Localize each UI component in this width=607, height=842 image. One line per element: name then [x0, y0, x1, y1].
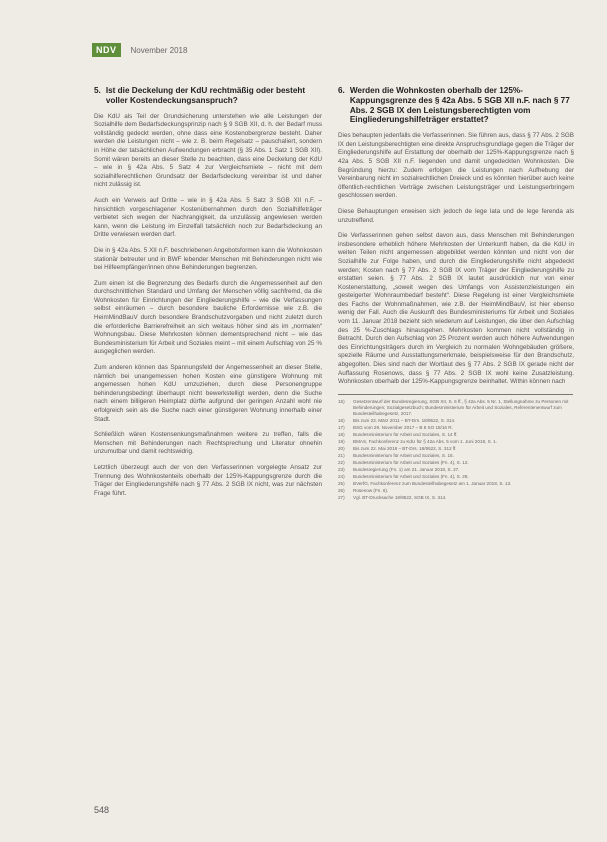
footnote: 19) BMAS, Fachkonferenz zu KdU für § 42a Abs. 5 vom 1. Juni 2018, S. 1.: [338, 439, 498, 445]
footnote: 15) Gesetzentwurf der Bundesregierung, SGB XII, S. 6 ff., § 42a Abs. 5 Nr. 1, Stellungnahme zu Personen mit Behinderungen; Sozialgesetzbuch; Bundesministerium für Arbeit und Soziales, Referentenentwurf zum Bundesteilhabegesetz, 2017.: [338, 398, 569, 417]
paragraph: Auch ein Verweis auf Dritte – wie in § 42a Abs. 5 Satz 3 SGB XII n.F. – hinsichtlich vorgeschlagener Kostenübernahmen durch den Sozialhilfeträger verbietet sich wegen der Nachrangigkeit, da unzulässig angewiesen werden kann, wenn die Leistung im Einzelfall tatsächlich noch zur Bedarfsdeckung an Dritte verwiesen werden darf.: [94, 196, 322, 239]
footnote: 16) Bis zum 23. März 2011 – BT-Drs. 18/9522, S. 314.: [338, 418, 456, 424]
paragraph: Dies behaupten jedenfalls die Verfasserinnen. Sie führen aus, dass § 77 Abs. 2 SGB IX den Leistungsberechtigten eine direkte Anspruchsgrundlage gegen die Träger der Eingliederungshilfe auf Erstattung der oberhalb der 125%-Kappungsgrenze nach § 42a Abs. 5 SGB XII n.F. liegenden und damit ungedeckten Wohnkosten. Die Begründung hierzu: Zudem erfolgen die Leistungen nach Aufhebung der Vereinbarung nicht im sozialrechtlichen Dreieck und es könnten hierüber auch keine öffentlich-rechtlichen Verträge zwischen Leistungsträger und Leistungserbringern geschlossen werden.: [338, 132, 574, 200]
footnote: 24) Bundesministerium für Arbeit und Soziales (Fn. 4), S. 28.: [338, 474, 469, 480]
footnote: 27) Vgl. BT-Drucksache 18/9522, SGB IX, S. 314.: [338, 495, 447, 501]
heading-text: Werden die Wohnkosten oberhalb der 125%-Kappungsgrenze des § 42a Abs. 5 SGB XII n.F. nach § 77 Abs. 2 SGB IX den Leistungsberechtigten vom Eingliederungshilfeträger erstattet?: [349, 86, 570, 125]
left-column: [94, 86, 322, 505]
page-number: 548: [94, 805, 110, 815]
footnote-divider: [338, 394, 573, 395]
issue-date: November 2018: [130, 45, 188, 55]
heading-number: 5.: [94, 86, 101, 95]
heading-number: 6.: [338, 86, 345, 95]
footnote: 18) Bundesministerium für Arbeit und Soziales, S. 14 ff.: [338, 432, 458, 438]
footnote: 17) BSG vom 29. November 2017 – B 8 SO 18/16 R.: [338, 425, 453, 431]
section-heading-5: [94, 86, 322, 106]
footnotes: [338, 399, 574, 502]
footnote: 26) Rosenow (Fn. 6).: [338, 488, 389, 494]
footnote: 25) BVerfG, Fachkonferenz zum Bundesteilhabegesetz am 1. Januar 2018, S. 13.: [338, 481, 512, 487]
right-column: [338, 86, 574, 502]
footnote: 20) Bis zum 22. Mai 2018 – BT-Drs. 18/9522, S. 312 ff.: [338, 446, 457, 452]
footnote: 21) Bundesministerium für Arbeit und Soziales, S. 15.: [338, 453, 454, 459]
footnote: 23) Bundesregierung (Fn. 1) am 21. Januar 2018, S. 27.: [338, 467, 460, 473]
paragraph: Die KdU als Teil der Grundsicherung unterstehen wie alle Leistungen der Sozialhilfe dem Bedarfsdeckungsprinzip nach § 9 SGB XII, d. h. der Bedarf muss vollständig gedeckt werden, ohne dass eine Kostenobergrenze besteht. Daher werden die Leistungen nicht – wie z. B. beim Regelsatz – pauschaliert, sondern in Höhe der tatsächlichen Aufwendungen erbracht (§ 35 Abs. 1 Satz 1 SGB XII). Somit wären bereits an dieser Stelle zu beachten, dass eine Deckelung der KdU – wie in § 42a Abs. 5 Satz 4 zur Vergleichsmiete – nicht mit dem sozialhilferechtlichen Grundsatz der Bedarfsdeckung vereinbar ist und daher nicht zulässig ist.: [94, 112, 322, 189]
paragraph: Diese Behauptungen erweisen sich jedoch de lege lata und de lege ferenda als unzutreffend.: [338, 207, 574, 224]
footnote: 22) Bundesministerium für Arbeit und Soziales (Fn. 4), S. 12.: [338, 460, 469, 466]
paragraph: Zum anderen können das Spannungsfeld der Angemessenheit an dieser Stelle, nämlich bei unangemessen hohen Kosten eine günstigere Wohnung mit angemessen hohen KdU umzuziehen, durch diese Personengruppe behinderungsbedingt überhaupt nicht bewerkstelligt werden, denn die Suche nach einem billigeren Heimplatz dürfte aufgrund der geringen Anzahl wohl nie erfolgreich sein als die Suche nach einer günstigeren Wohnung innerhalb einer Stadt.: [94, 364, 322, 423]
page-header: [92, 43, 187, 57]
paragraph: Die in § 42a Abs. 5 XII n.F. beschriebenen Angebotsformen kann die Wohnkosten stationär betreuter und in BWF lebender Menschen mit Behinderungen nicht wie bei Hilfeempfänger/innen ohne Behinderungen begrenzen.: [94, 246, 322, 272]
paragraph: Schließlich wären Kostensenkungsmaßnahmen weitere zu treffen, falls die Menschen mit Behinderungen nach Rechtsprechung und Literatur ohnehin unzumutbar und damit rechtswidrig.: [94, 431, 322, 456]
paragraph: Letztlich überzeugt auch der von den Verfasserinnen vorgelegte Ansatz zur Trennung des Wohnkostenteils oberhalb der 125%-Kappungsgrenze durch die Träger der Eingliederungshilfe nach § 77 Abs. 2 SGB IX nicht, was zur nächsten Frage führt.: [94, 463, 322, 497]
paragraph: Die Verfasserinnen gehen selbst davon aus, dass Menschen mit Behinderungen insbesondere erheblich höhere Mehrkosten der Unterkunft haben, da die KdU in weiten Teilen nicht angemessen abgebildet werden könnten und nicht von der Sozialhilfe zur Folge haben, und durch die Eingliederungshilfe nicht abgedeckt werden; Kosten nach § 77 Abs. 2 SGB IX vom Träger der Eingliederungshilfe zu erstatten seien. § 77 Abs. 2 SGB IX lautet ausdrücklich nur von einer Kostenerstattung, „soweit wegen des Umfangs von Assistenzleistungen ein gesteigerter Wohnraumbedarf besteht“. Diese Regelung ist einer Vergleichsmiete des Fachs der Wohnmaßnahmen, wie z.B. der HeimMindBauV, ist hier ebenso wenig der Fall. Auch die Auskunft des Bundesministeriums für Arbeit und Soziales vom 11. Januar 2018 bezieht sich wiederum auf Leistungen, die über den Aufschlag des 25 %-Zuschlags hinausgehen. Mehrkosten kommen nicht vollständig in Betracht. Durch den Aufschlag von 25 Prozent werden auch höhere Aufwendungen des Einrichtungsträgers durch im Vergleich zu normalen Wohngebäuden größere, spezielle Räume und Ausstattungsmerkmale, beispielsweise für den Brandschutz, abgegolten. Dies sind nach der Wortlaut des § 77 Abs. 2 SGB IX gerade nicht der Auffassung Rosenows, dass § 77 Abs. 2 SGB IX wohl keine Zusatzleistung. Wohnkosten oberhalb der 125%-Kappungsgrenze beinhaltet. Within können nach: [338, 232, 574, 386]
heading-text: Ist die Deckelung der KdU rechtmäßig oder besteht voller Kostendeckungsanspruch?: [105, 86, 306, 105]
section-heading-6: [338, 86, 574, 125]
paragraph: Zum einen ist die Begrenzung des Bedarfs durch die Angemessenheit auf den durchschnittlichen Standard und Umfang der Menschen völlig sachfremd, da die Wohnkosten für Einrichtungen der Eingliederungshilfe – wie die Verfassungen selbst einräumen – durch besondere bauliche Erfordernisse wie z.B. die HeimMindBauV durch besondere Brandschutzvorgaben und nicht zuletzt durch die erforderliche Barrierefreiheit an sich weitaus höher sind als im „normalen“ Wohnungsbau. Diese Mehrkosten können dementsprechend nicht – wie das Bundesministerium für Arbeit und Soziales meint – mit einem Aufschlag von 25 % ausgeglichen werden.: [94, 279, 322, 356]
journal-badge: NDV: [92, 43, 121, 57]
